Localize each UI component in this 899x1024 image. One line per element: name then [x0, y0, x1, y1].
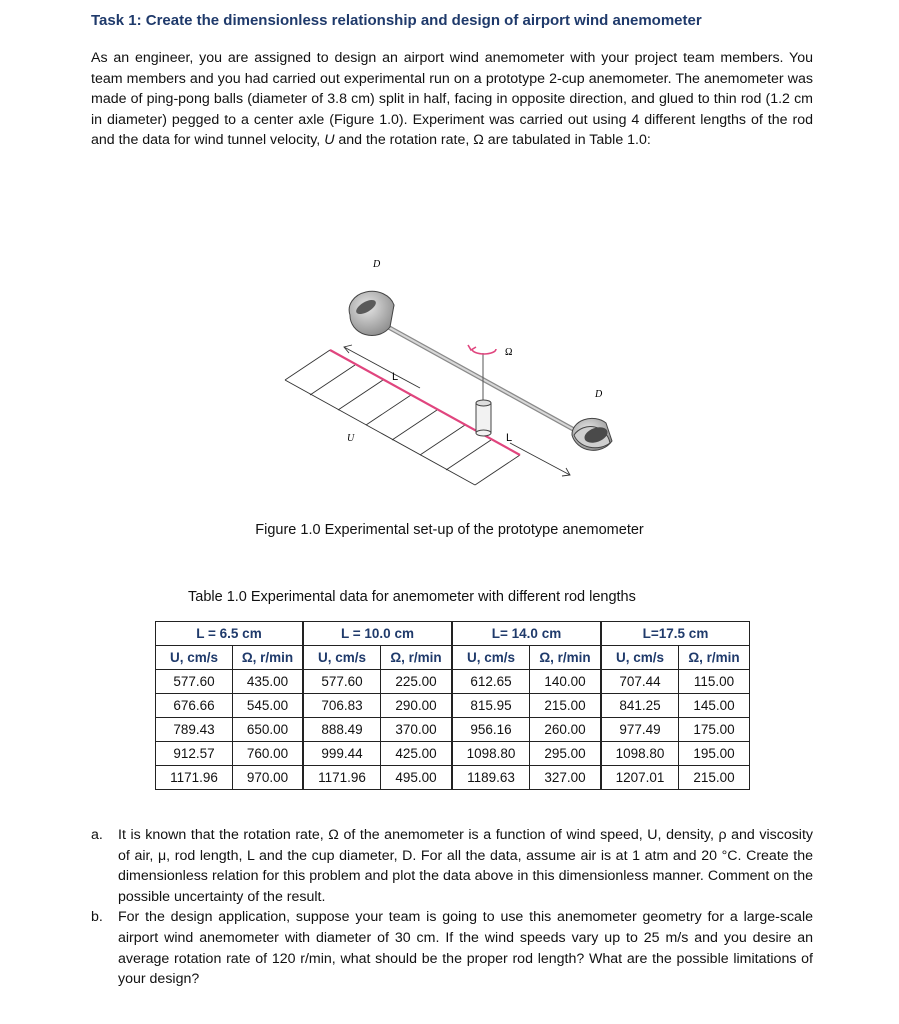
table-cell: 1189.63	[452, 766, 530, 790]
question-label: a.	[91, 827, 103, 843]
column-header: Ω, r/min	[530, 646, 602, 670]
question-text: For the design application, suppose your team is going to use this anemometer geometry for a large-scale airport wind anemometer with diameter of 30 cm. If the wind speeds vary up to 25 m/s and you desire an average rotation rate of 120 r/min, what should be the proper rod length? What are the possible limitations of your design?	[118, 909, 813, 988]
table-subheader-row	[156, 646, 750, 670]
data-table	[155, 621, 750, 790]
table-row	[156, 766, 750, 790]
group-header: L = 10.0 cm	[303, 622, 452, 646]
intro-text-1: As an engineer, you are assigned to design an airport wind anemometer with your project team members. You team members and you had carried out experimental run on a prototype 2-cup anemometer. The anemometer was made of ping-pong balls (diameter of 3.8 cm) split in half, facing in opposite direction, and glued to thin rod (1.2 cm in diameter) pegged to a center axle (Figure 1.0). Experiment was carried out using 4 different lengths of the rod and the data for wind tunnel velocity,	[91, 50, 813, 149]
cup-left-icon	[349, 291, 394, 335]
figure-caption: Figure 1.0 Experimental set-up of the prototype anemometer	[255, 522, 644, 538]
column-header: Ω, r/min	[679, 646, 750, 670]
question-item	[91, 825, 813, 907]
question-item	[91, 907, 813, 989]
dimension-arrow-right	[510, 443, 570, 475]
table-cell: 115.00	[679, 670, 750, 694]
table-cell: 1098.80	[601, 742, 679, 766]
table-cell: 145.00	[679, 694, 750, 718]
question-label: b.	[91, 909, 103, 926]
table-cell: 1098.80	[452, 742, 530, 766]
label-omega: Ω	[505, 347, 513, 358]
anemometer-diagram	[270, 245, 630, 510]
group-header: L=17.5 cm	[601, 622, 750, 646]
table-cell: 1171.96	[303, 766, 381, 790]
intro-text-2: and the rotation rate, Ω are tabulated in Table 1.0:	[334, 132, 651, 149]
table-cell: 815.95	[452, 694, 530, 718]
column-header: U, cm/s	[452, 646, 530, 670]
table-cell: 956.16	[452, 718, 530, 742]
table-cell: 977.49	[601, 718, 679, 742]
table-cell: 612.65	[452, 670, 530, 694]
dimension-arrow-left	[344, 347, 420, 388]
table-row	[156, 718, 750, 742]
label-l-right: L	[506, 432, 513, 444]
label-l-left: L	[392, 371, 399, 383]
table-cell: 912.57	[156, 742, 233, 766]
table-cell: 545.00	[233, 694, 304, 718]
column-header: U, cm/s	[156, 646, 233, 670]
center-axle	[476, 353, 491, 436]
column-header: U, cm/s	[303, 646, 381, 670]
table-cell: 175.00	[679, 718, 750, 742]
cup-right-icon	[572, 418, 612, 450]
anemometer-figure	[270, 245, 630, 510]
table-cell: 370.00	[381, 718, 453, 742]
label-d-right: D	[595, 389, 603, 400]
table-row	[156, 742, 750, 766]
table-cell: 195.00	[679, 742, 750, 766]
table-cell: 327.00	[530, 766, 602, 790]
table-cell: 577.60	[303, 670, 381, 694]
table-cell: 650.00	[233, 718, 304, 742]
task-title: Task 1: Create the dimensionless relationship and design of airport wind anemometer	[91, 12, 702, 29]
group-header: L= 14.0 cm	[452, 622, 601, 646]
table-cell: 999.44	[303, 742, 381, 766]
table-cell: 676.66	[156, 694, 233, 718]
table-cell: 707.44	[601, 670, 679, 694]
group-header: L = 6.5 cm	[156, 622, 304, 646]
column-header: U, cm/s	[601, 646, 679, 670]
table-cell: 290.00	[381, 694, 453, 718]
table-cell: 888.49	[303, 718, 381, 742]
table-cell: 706.83	[303, 694, 381, 718]
table-cell: 295.00	[530, 742, 602, 766]
label-d-top: D	[373, 259, 381, 270]
intro-paragraph	[91, 48, 813, 151]
label-u: U	[347, 433, 355, 444]
table-cell: 495.00	[381, 766, 453, 790]
table-cell: 435.00	[233, 670, 304, 694]
intro-var-u: U	[324, 132, 335, 149]
column-header: Ω, r/min	[381, 646, 453, 670]
table-cell: 1207.01	[601, 766, 679, 790]
table-cell: 789.43	[156, 718, 233, 742]
rotation-arrow-icon	[468, 345, 496, 354]
table-cell: 140.00	[530, 670, 602, 694]
question-list	[91, 825, 813, 990]
column-header: Ω, r/min	[233, 646, 304, 670]
table-cell: 425.00	[381, 742, 453, 766]
table-cell: 760.00	[233, 742, 304, 766]
table-cell: 1171.96	[156, 766, 233, 790]
table-row	[156, 670, 750, 694]
table-cell: 260.00	[530, 718, 602, 742]
table-group-header-row	[156, 622, 750, 646]
table-cell: 970.00	[233, 766, 304, 790]
table-cell: 215.00	[679, 766, 750, 790]
table-row	[156, 694, 750, 718]
table-cell: 577.60	[156, 670, 233, 694]
table-caption: Table 1.0 Experimental data for anemometer with different rod lengths	[188, 589, 636, 605]
table-cell: 225.00	[381, 670, 453, 694]
table-cell: 841.25	[601, 694, 679, 718]
table-cell: 215.00	[530, 694, 602, 718]
question-text: It is known that the rotation rate, Ω of the anemometer is a function of wind speed, U, density, ρ and viscosity of air, μ, rod length, L and the cup diameter, D. For all the data, assume air is at 1 atm and 20 °C. Create the dimensionless relation for this problem and plot the data above in this dimensionless manner. Comment on the possible uncertainty of the result.	[118, 827, 813, 905]
